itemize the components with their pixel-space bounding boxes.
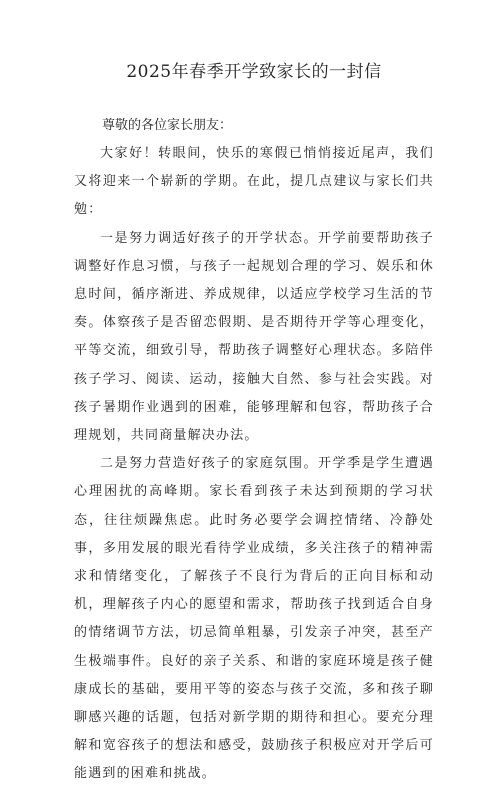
paragraph-point-two: 二是努力营造好孩子的家庭氛围。开学季是学生遭遇心理困扰的高峰期。家长看到孩子未达到预期的学习状态，往往烦躁焦虑。此时务必要学会调控情绪、冷静处事，多用发展的眼光看待学业成绩，多关注孩子的精神需求和情绪变化，了解孩子不良行为背后的正向目标和动机，理解孩子内心的愿望和需求，帮助孩子找到适合自身的情绪调节方法，切忌简单粗暴，引发亲子冲突，甚至产生极端事件。良好的亲子关系、和谐的家庭环境是孩子健康成长的基础，要用平等的姿态与孩子交流，多和孩子聊聊感兴趣的话题，包括对新学期的期待和担心。要充分理解和宽容孩子的想法和感受，鼓励孩子积极应对开学后可能遇到的困难和挑战。 <box>74 456 434 782</box>
paragraph-greeting: 大家好！转眼间，快乐的寒假已悄悄接近尾声，我们又将迎来一个崭新的学期。在此，提几点建议与家长们共勉： <box>74 146 434 218</box>
salutation: 尊敬的各位家长朋友： <box>102 118 233 133</box>
paragraph-point-one: 一是努力调适好孩子的开学状态。开学前要帮助孩子调整好作息习惯，与孩子一起规划合理的学习、娱乐和休息时间，循序渐进、养成规律，以适应学校学习生活的节奏。体察孩子是否留恋假期、是否期待开学等心理变化，平等交流，细致引导，帮助孩子调整好心理状态。多陪伴孩子学习、阅读、运动，接触大自然、参与社会实践。对孩子暑期作业遇到的困难，能够理解和包容，帮助孩子合理规划，共同商量解决办法。 <box>74 230 434 444</box>
document-title: 2025年春季开学致家长的一封信 <box>126 62 382 82</box>
